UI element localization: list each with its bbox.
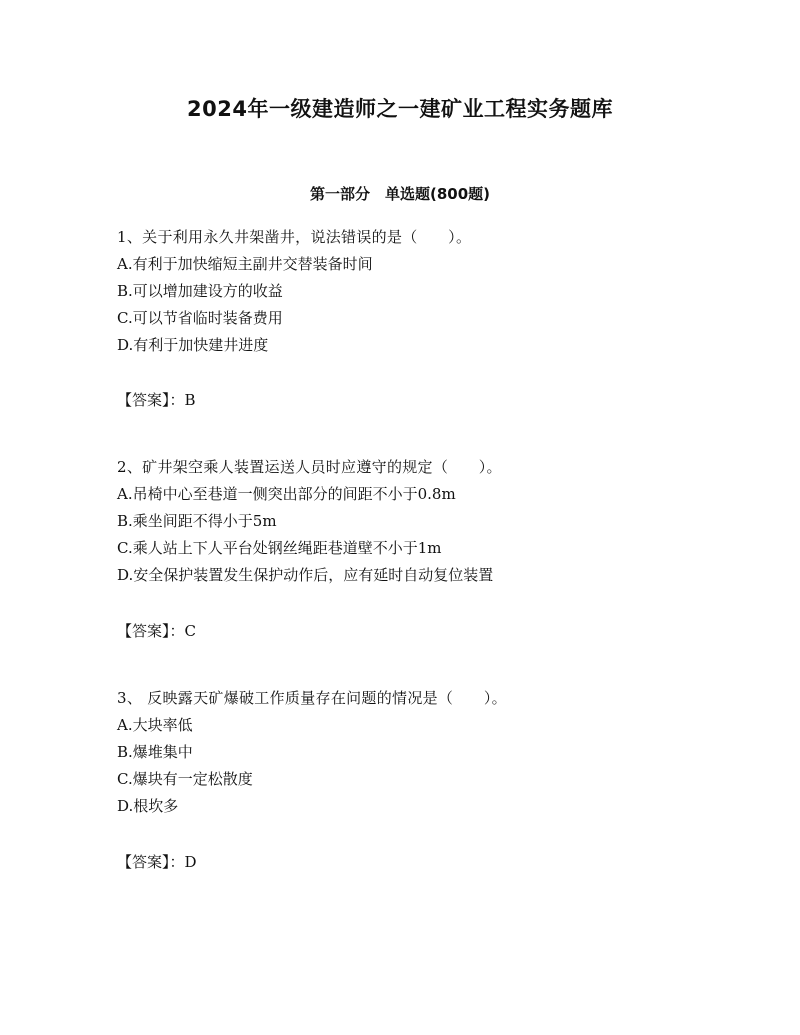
- option-d: D.有利于加快建井进度: [117, 336, 269, 354]
- option-a: A.吊椅中心至巷道一侧突出部分的间距不小于0.8m: [117, 485, 456, 503]
- answer-2: 【答案】：C: [117, 622, 196, 640]
- option-c: C.可以节省临时装备费用: [117, 309, 283, 327]
- question-stem: 3、 反映露天矿爆破工作质量存在问题的情况是（ ）。: [117, 689, 507, 707]
- document-title: 2024年一级建造师之一建矿业工程实务题库: [187, 97, 613, 121]
- question-1: [117, 224, 757, 359]
- question-stem: 2、矿井架空乘人装置运送人员时应遵守的规定（ ）。: [117, 458, 502, 476]
- option-d: D.根坎多: [117, 797, 179, 815]
- question-3: [117, 685, 757, 820]
- option-c: C.爆块有一定松散度: [117, 770, 253, 788]
- section-title: 第一部分 单选题(800题): [309, 185, 491, 203]
- option-b: B.可以增加建设方的收益: [117, 282, 283, 300]
- option-b: B.爆堆集中: [117, 743, 193, 761]
- option-c: C.乘人站上下人平台处钢丝绳距巷道壁不小于1m: [117, 539, 442, 557]
- question-stem: 1、关于利用永久井架凿井，说法错误的是（ ）。: [117, 228, 472, 246]
- option-b: B.乘坐间距不得小于5m: [117, 512, 277, 530]
- answer-1: 【答案】：B: [117, 391, 196, 409]
- option-d: D.安全保护装置发生保护动作后，应有延时自动复位装置: [117, 566, 494, 584]
- answer-3: 【答案】：D: [117, 853, 197, 871]
- option-a: A.有利于加快缩短主副井交替装备时间: [117, 255, 373, 273]
- question-2: [117, 454, 757, 589]
- option-a: A.大块率低: [117, 716, 193, 734]
